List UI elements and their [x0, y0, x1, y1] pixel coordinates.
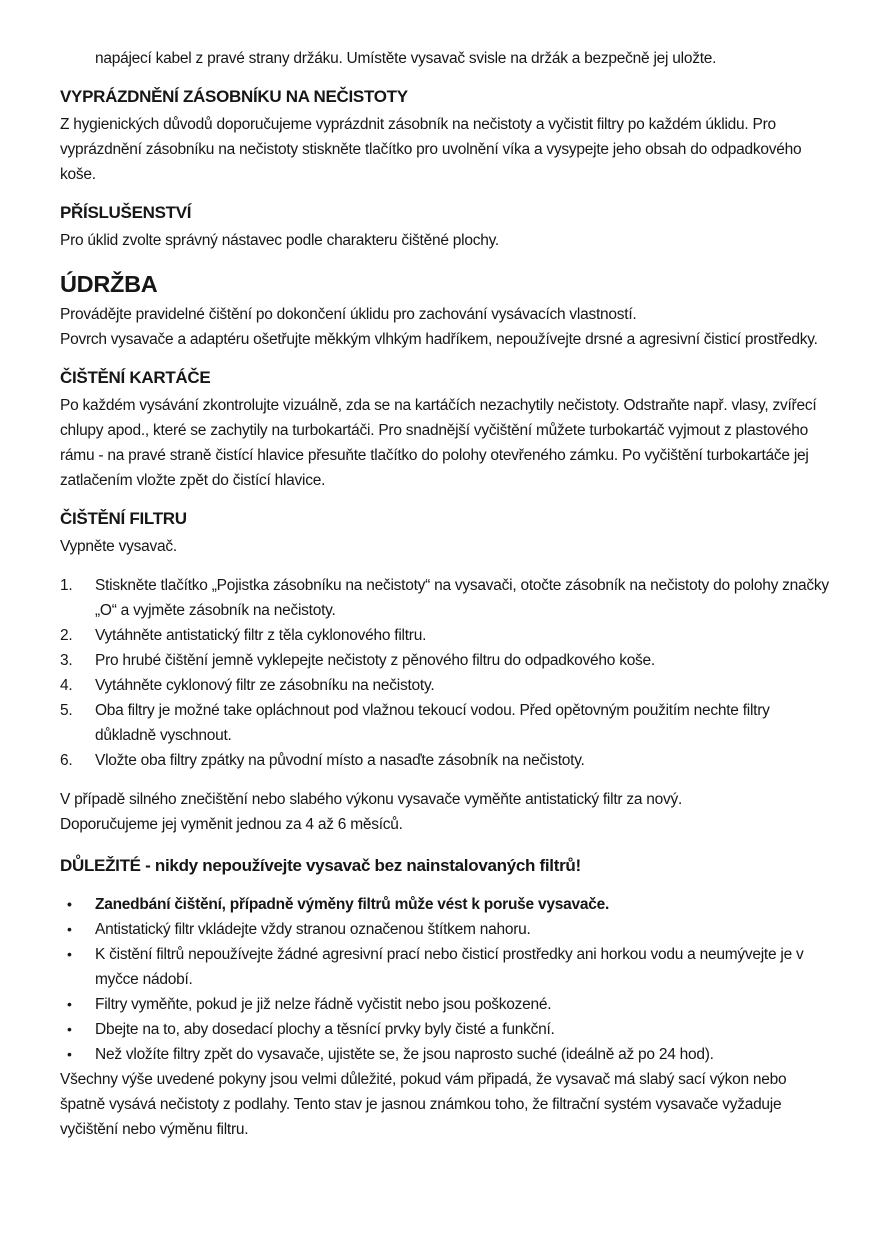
- step-text: Pro hrubé čištění jemně vyklepejte nečistoty z pěnového filtru do odpadkového koše.: [95, 652, 655, 669]
- step-number: 2.: [60, 627, 73, 644]
- bullet-item-5: [60, 1017, 830, 1042]
- step-text: Oba filtry je možné take opláchnout pod vlažnou tekoucí vodou. Před opětovným použitím nechte filtry důkladně vyschnout.: [95, 702, 770, 744]
- section-body-brush-cleaning: Po každém vysávání zkontrolujte vizuálně, zda se na kartáčích nezachytily nečistoty. Odstraňte např. vlasy, zvířecí chlupy apod., které se zachytily na turbokartáči. Pro snadnější vyčištění můžete turbokartáč vyjmout z plastového rámu - na pravé straně čistící hlavice přesuňte tlačítko do polohy otevřeného zámku. Po vyčištění turbokartáče jej zatlačením vložte zpět do čistící hlavice.: [60, 397, 817, 489]
- bullet-item-1: [60, 892, 830, 917]
- bullet-icon: •: [67, 1021, 72, 1037]
- section-heading-brush-cleaning: ČIŠTĚNÍ KARTÁČE: [60, 368, 211, 387]
- bullet-icon: •: [67, 996, 72, 1012]
- step-number: 5.: [60, 702, 73, 719]
- section-emptying-dust-container: [60, 85, 830, 187]
- step-number: 1.: [60, 577, 73, 594]
- section-body-emptying: Z hygienických důvodů doporučujeme vyprázdnit zásobník na nečistoty a vyčistit filtry po každém úklidu. Pro vyprázdnění zásobníku na nečistoty stiskněte tlačítko pro uvolnění víka a vysypejte jeho obsah do odpadkového koše.: [60, 116, 802, 183]
- section-heading-emptying: VYPRÁZDNĚNÍ ZÁSOBNÍKU NA NEČISTOTY: [60, 87, 408, 106]
- bullet-icon: •: [67, 946, 72, 962]
- step-item-4: [60, 673, 830, 698]
- bullet-text: Zanedbání čištění, případně výměny filtrů může vést k poruše vysavače.: [95, 896, 610, 913]
- bullet-text: K čistění filtrů nepoužívejte žádné agresivní prací nebo čisticí prostředky ani horkou vodu a neumývejte je v myčce nádobí.: [95, 946, 804, 988]
- bullet-item-2: [60, 917, 830, 942]
- step-number: 3.: [60, 652, 73, 669]
- section-heading-maintenance: ÚDRŽBA: [60, 271, 158, 297]
- step-item-2: [60, 623, 830, 648]
- section-accessories: [60, 201, 830, 253]
- step-text: Vytáhněte antistatický filtr z těla cyklonového filtru.: [95, 627, 427, 644]
- section-brush-cleaning: [60, 366, 830, 493]
- bullet-item-6: [60, 1042, 830, 1067]
- bullet-icon: •: [67, 921, 72, 937]
- step-text: Vytáhněte cyklonový filtr ze zásobníku na nečistoty.: [95, 677, 435, 694]
- note-line-2: Doporučujeme jej vyměnit jednou za 4 až 6 měsíců.: [60, 816, 403, 833]
- step-text: Vložte oba filtry zpátky na původní místo a nasaďte zásobník na nečistoty.: [95, 752, 585, 769]
- section-filter-cleaning: [60, 507, 830, 837]
- intro-continuation-line: napájecí kabel z pravé strany držáku. Umístěte vysavač svisle na držák a bezpečně jej uložte.: [95, 50, 717, 67]
- step-item-1: [60, 573, 830, 623]
- bullet-text: Než vložíte filtry zpět do vysavače, ujistěte se, že jsou naprosto suché (ideálně až po 24 hod).: [95, 1046, 714, 1063]
- closing-paragraph: Všechny výše uvedené pokyny jsou velmi důležité, pokud vám připadá, že vysavač má slabý sací výkon nebo špatně vysává nečistoty z podlahy. Tento stav je jasnou známkou toho, že filtrační systém vysavače vyžaduje vyčištění nebo výměnu filtru.: [60, 1071, 787, 1138]
- section-maintenance: [60, 269, 830, 352]
- section-body-accessories: Pro úklid zvolte správný nástavec podle charakteru čištěné plochy.: [60, 232, 499, 249]
- important-bullet-list: [60, 892, 830, 1067]
- section-heading-filter-cleaning: ČIŠTĚNÍ FILTRU: [60, 509, 187, 528]
- note-line-1: V případě silného znečištění nebo slabého výkonu vysavače vyměňte antistatický filtr za nový.: [60, 791, 683, 808]
- step-number: 6.: [60, 752, 73, 769]
- step-text: Stiskněte tlačítko „Pojistka zásobníku na nečistoty“ na vysavači, otočte zásobník na nečistoty do polohy značky „O“ a vyjměte zásobník na nečistoty.: [95, 577, 829, 619]
- important-warning-heading: DŮLEŽITÉ - nikdy nepoužívejte vysavač bez nainstalovaných filtrů!: [60, 856, 581, 875]
- maintenance-line-2: Povrch vysavače a adaptéru ošetřujte měkkým vlhkým hadříkem, nepoužívejte drsné a agresivní čisticí prostředky.: [60, 331, 818, 348]
- maintenance-line-1: Provádějte pravidelné čištění po dokončení úklidu pro zachování vysávacích vlastností.: [60, 306, 637, 323]
- bullet-icon: •: [67, 1046, 72, 1062]
- bullet-text: Antistatický filtr vkládejte vždy stranou označenou štítkem nahoru.: [95, 921, 531, 938]
- section-important: [60, 853, 830, 1142]
- filter-replacement-note: [60, 787, 830, 837]
- step-item-6: [60, 748, 830, 773]
- bullet-text: Dbejte na to, aby dosedací plochy a těsnící prvky byly čisté a funkční.: [95, 1021, 555, 1038]
- section-body-filter-cleaning: Vypněte vysavač.: [60, 538, 177, 555]
- section-heading-accessories: PŘÍSLUŠENSTVÍ: [60, 203, 192, 222]
- filter-cleaning-steps-list: [60, 573, 830, 773]
- bullet-icon: •: [67, 896, 72, 912]
- bullet-item-3: [60, 942, 830, 992]
- bullet-text: Filtry vyměňte, pokud je již nelze řádně vyčistit nebo jsou poškozené.: [95, 996, 552, 1013]
- step-item-5: [60, 698, 830, 748]
- step-number: 4.: [60, 677, 73, 694]
- bullet-item-4: [60, 992, 830, 1017]
- step-item-3: [60, 648, 830, 673]
